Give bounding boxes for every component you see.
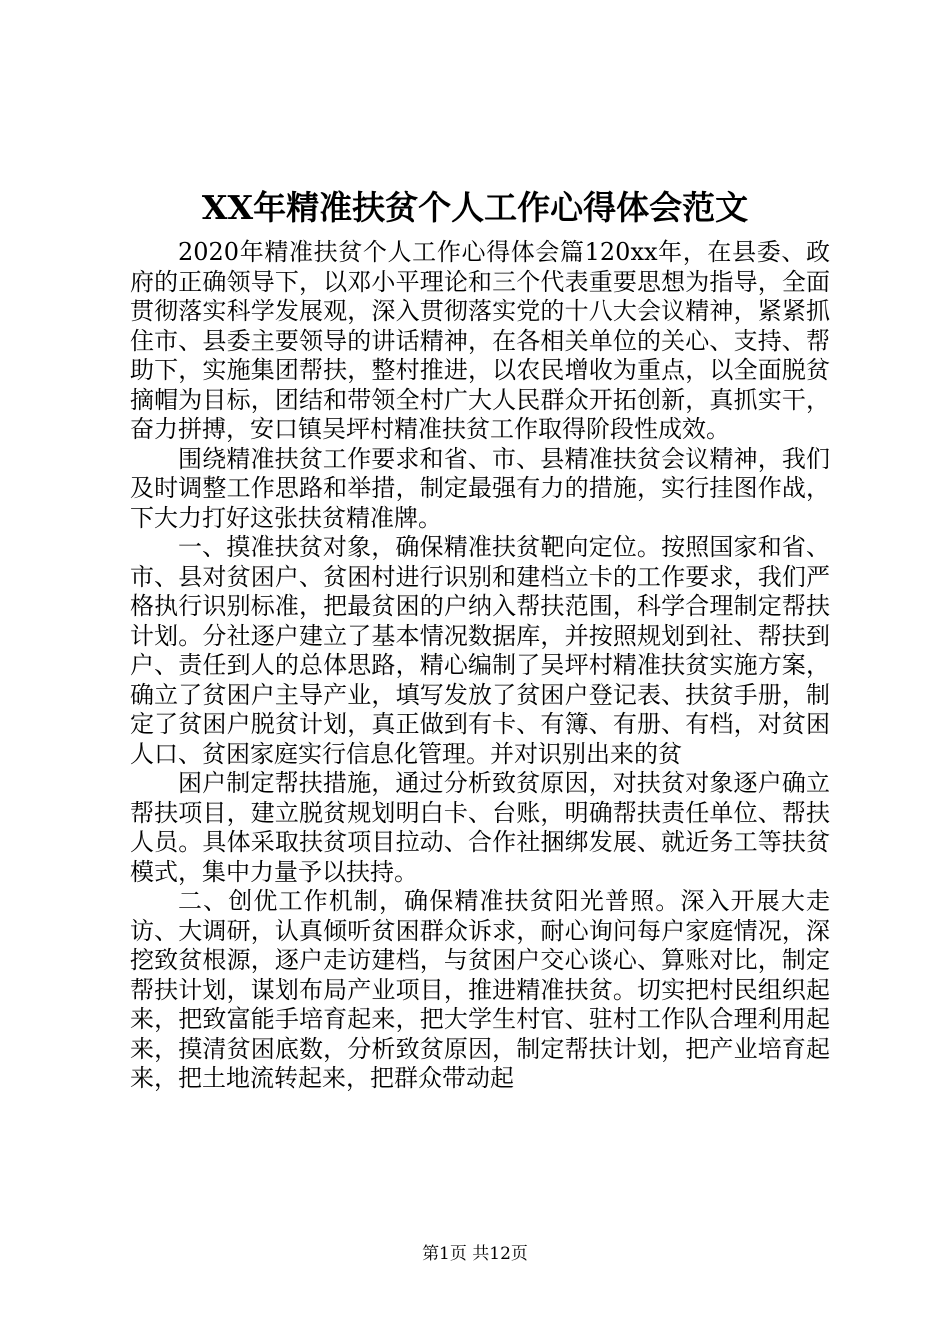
paragraph-work-requirements: 围绕精准扶贫工作要求和省、市、县精准扶贫会议精神，我们及时调整工作思路和举措，制定最强有力的措施，实行挂图作战，下大力打好这张扶贫精准牌。 (130, 444, 830, 532)
document-title: XX年精准扶贫个人工作心得体会范文 (201, 188, 749, 227)
paragraph-section-two: 二、创优工作机制，确保精准扶贫阳光普照。深入开展大走访、大调研，认真倾听贫困群众诉求，耐心询问每户家庭情况，深挖致贫根源，逐户走访建档，与贫困户交心谈心、算账对比，制定帮扶计划，谋划布局产业项目，推进精准扶贫。切实把村民组织起来，把致富能手培育起来，把大学生村官、驻村工作队合理利用起来，摸清贫困底数，分析致贫原因，制定帮扶计划，把产业培育起来，把土地流转起来，把群众带动起 (130, 887, 830, 1092)
page-number-footer: 第1页 共12页 (422, 1244, 528, 1264)
document-body (130, 238, 830, 1094)
paragraph-section-one: 一、摸准扶贫对象，确保精准扶贫靶向定位。按照国家和省、市、县对贫困户、贫困村进行识别和建档立卡的工作要求，我们严格执行识别标准，把最贫困的户纳入帮扶范围，科学合理制定帮扶计划。分社逐户建立了基本情况数据库，并按照规划到社、帮扶到户、责任到人的总体思路，精心编制了吴坪村精准扶贫实施方案，确立了贫困户主导产业，填写发放了贫困户登记表、扶贫手册，制定了贫困户脱贫计划，真正做到有卡、有簿、有册、有档，对贫困人口、贫困家庭实行信息化管理。并对识别出来的贫 (130, 533, 830, 768)
paragraph-help-measures: 困户制定帮扶措施，通过分析致贫原因，对扶贫对象逐户确立帮扶项目，建立脱贫规划明白卡、台账，明确帮扶责任单位、帮扶人员。具体采取扶贫项目拉动、合作社捆绑发展、就近务工等扶贫模式，集中力量予以扶持。 (130, 769, 830, 886)
paragraph-intro: 2020年精准扶贫个人工作心得体会篇120xx年，在县委、政府的正确领导下，以邓小平理论和三个代表重要思想为指导，全面贯彻落实科学发展观，深入贯彻落实党的十八大会议精神，紧紧抓住市、县委主要领导的讲话精神，在各相关单位的关心、支持、帮助下，实施集团帮扶，整村推进，以农民增收为重点，以全面脱贫摘帽为目标，团结和带领全村广大人民群众开拓创新，真抓实干，奋力拼搏，安口镇吴坪村精准扶贫工作取得阶段性成效。 (130, 238, 830, 443)
